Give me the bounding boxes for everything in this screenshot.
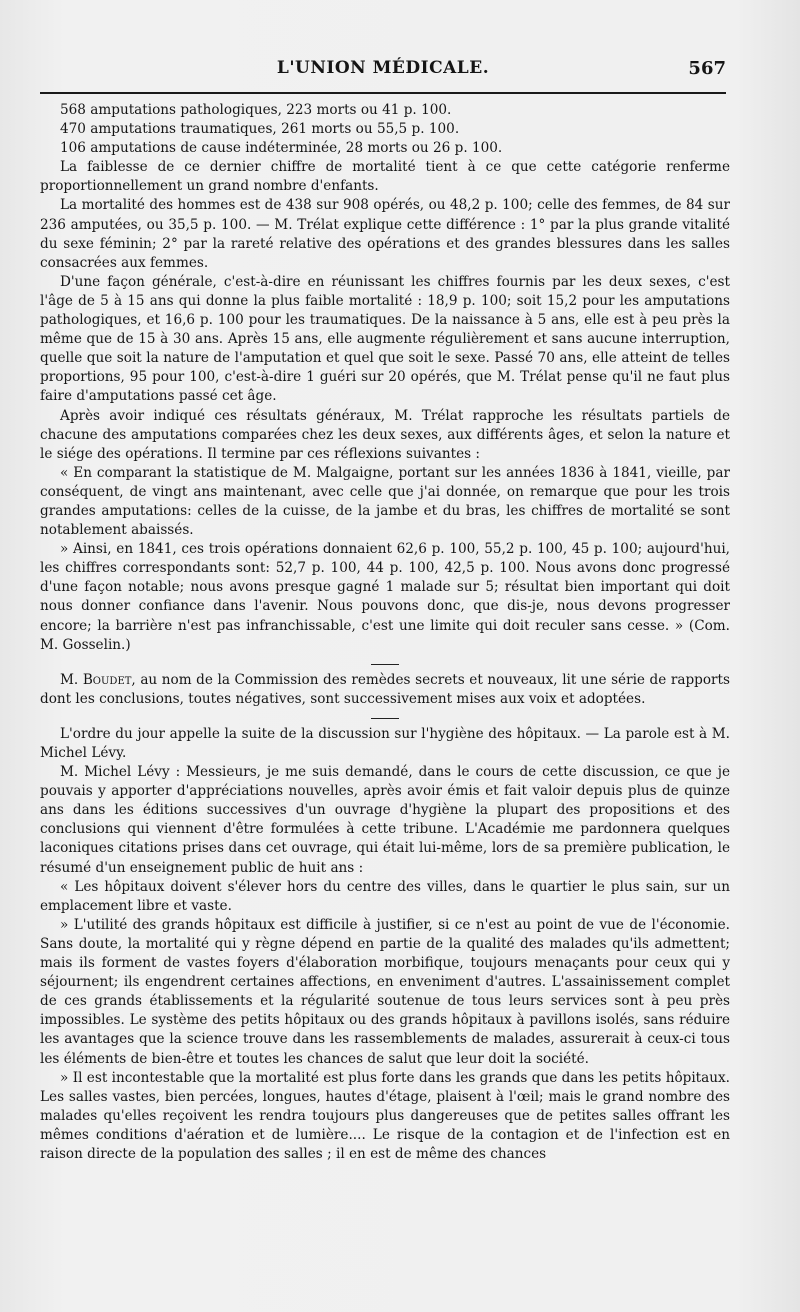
paragraph: La mortalité des hommes est de 438 sur 908 opérés, ou 48,2 p. 100; celle des femmes, de 84 sur 236 amputées, ou 35,5 p. 100. — M. Trélat explique cette différence : 1° par la plus grande vitalité du sexe féminin; 2° par la rareté relative des opérations et des grandes blessures dans les salles consacrées aux femmes.: [40, 197, 730, 271]
article-body: [40, 101, 730, 1164]
quotation-paragraph: « En comparant la statistique de M. Malgaigne, portant sur les années 1836 à 1841, vieille, par conséquent, de vingt ans maintenant, avec celle que j'ai donnée, on remarque que pour les trois grandes amputations: celles de la cuisse, de la jambe et du bras, les chiffres de mortalité se sont notablement abaissés.: [40, 464, 730, 539]
paragraph: La faiblesse de ce dernier chiffre de mortalité tient à ce que cette catégorie renferme proportionnellement un grand nombre d'enfants.: [40, 159, 730, 195]
page-number: 567: [688, 58, 726, 79]
quotation-paragraph: » Ainsi, en 1841, ces trois opérations donnaient 62,6 p. 100, 55,2 p. 100, 45 p. 100; aujourd'hui, les chiffres correspondants sont: 52,7 p. 100, 44 p. 100, 42,5 p. 100. Nous avons donc progressé d'une façon notable; nous avons presque gagné 1 malade sur 5; résultat bien important qui doit nous donner confiance dans l'avenir. Nous pouvons donc, que dis-je, nous devons progresser encore; la barrière n'est pas infranchissable, c'est une limite qui doit reculer sans cesse. » (Com. M. Gosselin.): [40, 541, 730, 653]
header-rule: [40, 92, 726, 94]
stat-line-undetermined: 106 amputations de cause indéterminée, 28 morts ou 26 p. 100.: [60, 140, 503, 157]
paragraph-text: Messieurs, je me suis demandé, dans le cours de cette discussion, ce que je pouvais y apporter d'appréciations nouvelles, après avoir émis et fait valoir depuis plus de quinze ans dans les éditions successives d'un ouvrage d'hygiène la plupart des propositions et des conclusions qui viennent d'être formulées à cette tribune. L'Académie me pardonnera quelques laconiques citations prises dans cet ouvrage, qui était lui-même, lors de sa première publication, le résumé d'un enseignement public de huit ans :: [40, 764, 730, 876]
quotation-paragraph: « Les hôpitaux doivent s'élever hors du centre des villes, dans le quartier le plus sain, sur un emplacement libre et vaste.: [40, 878, 730, 914]
paragraph: D'une façon générale, c'est-à-dire en réunissant les chiffres fournis par les deux sexes, c'est l'âge de 5 à 15 ans qui donne la plus faible mortalité : 18,9 p. 100; soit 15,2 pour les amputations pathologiques, et 16,6 p. 100 pour les traumatiques. De la naissance à 5 ans, elle est à peu près la même que de 15 à 30 ans. Après 15 ans, elle augmente régulièrement et sans aucune interruption, quelle que soit la nature de l'amputation et quel que soit le sexe. Passé 70 ans, elle atteint de telles proportions, 95 pour 100, c'est-à-dire 1 guéri sur 20 opérés, que M. Trélat pense qu'il ne faut plus faire d'amputations passé cet âge.: [40, 273, 730, 405]
paragraph-boudet: [40, 671, 730, 709]
quotation-paragraph: » Il est incontestable que la mortalité est plus forte dans les grands que dans les petits hôpitaux. Les salles vastes, bien percées, longues, hautes d'étage, plaisent à l'œil; mais le grand nombre des malades qu'elles reçoivent les rendra toujours plus dangereuses que de petites salles offrant les mêmes conditions d'aération et de lumière.... Le risque de la contagion et de l'infection est en raison directe de la population des salles ; il en est de même des chances: [40, 1069, 730, 1162]
paragraph-levy: [40, 763, 730, 878]
stat-line-pathological: 568 amputations pathologiques, 223 morts ou 41 p. 100.: [60, 102, 452, 118]
quotation-paragraph: » L'utilité des grands hôpitaux est difficile à justifier, si ce n'est au point de vue de l'économie. Sans doute, la mortalité qui y règne dépend en partie de la qualité des malades qu'ils admettent; mais ils forment de vastes foyers d'élaboration morbifique, toujours menaçants pour ceux qui y séjournent; ils engendrent certaines affections, en enveniment d'autres. L'assainissement complet de ces grands établissements et la régularité soutenue de tous leurs services sont à peu près impossibles. Le système des petits hôpitaux ou des grands hôpitaux à pavillons isolés, sans réduire les avantages que la science trouve dans les rassemblements de malades, assurerait à ceux-ci tous les éléments de bien-être et toutes les chances de salut que leur doit la société.: [40, 916, 730, 1067]
section-separator: [371, 718, 399, 719]
running-header: [40, 58, 726, 88]
paragraph: L'ordre du jour appelle la suite de la discussion sur l'hygiène des hôpitaux. — La parole est à M. Michel Lévy.: [40, 725, 730, 761]
journal-title: L'UNION MÉDICALE.: [276, 58, 490, 78]
section-separator: [371, 664, 399, 665]
speaker-name: M. Michel Lévy :: [60, 764, 181, 781]
speaker-name: M. Boudet,: [60, 671, 136, 688]
paragraph: Après avoir indiqué ces résultats généraux, M. Trélat rapproche les résultats partiels de chacune des amputations comparées chez les deux sexes, aux différents âges, et selon la nature et le siége des opérations. Il termine par ces réflexions suivantes :: [40, 407, 730, 462]
paragraph-text: au nom de la Commission des remèdes secrets et nouveaux, lit une série de rapports dont les conclusions, toutes négatives, sont successivement mises aux voix et adoptées.: [40, 671, 730, 707]
stat-line-traumatic: 470 amputations traumatiques, 261 morts ou 55,5 p. 100.: [60, 121, 460, 138]
